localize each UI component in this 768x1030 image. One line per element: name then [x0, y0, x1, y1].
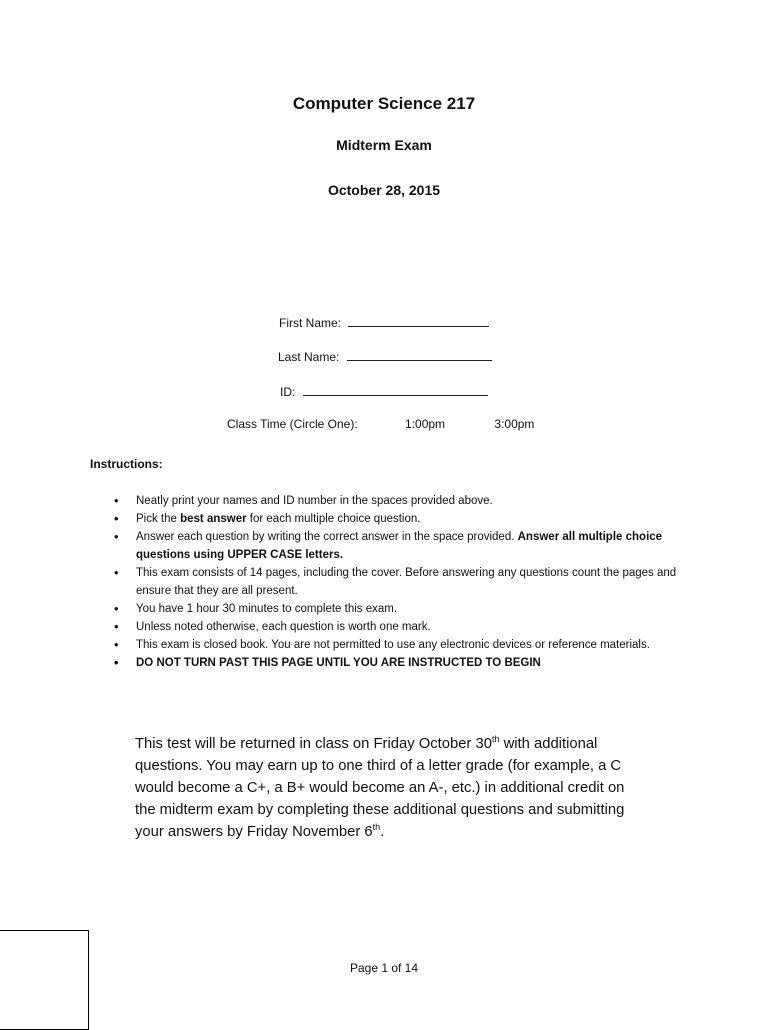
first-name-row [279, 314, 489, 330]
instruction-item [136, 600, 684, 618]
instruction-item-2-text: Pick the [136, 513, 181, 525]
extra-credit-notice [135, 733, 645, 843]
notice-text-2: with additional questions. You may earn up to one third of a letter grade (for example, a C would become a C+, a B+ would become an A-, etc.) in additional credit on the midterm exam by completing these additional questions and submitting your answers by Friday November 6 [135, 736, 625, 840]
instructions-list [136, 492, 684, 672]
notice-text-3: . [380, 824, 385, 840]
last-name-label: Last Name: [278, 350, 340, 364]
instruction-item [136, 510, 684, 528]
instruction-item [136, 528, 684, 564]
instruction-item-7-text: This exam is closed book. You are not permitted to use any electronic devices or reference materials. [136, 639, 650, 651]
instruction-item-2-bold: best answer [180, 513, 247, 525]
instruction-item [136, 654, 684, 672]
instruction-item-4-text: This exam consists of 14 pages, including the cover. Before answering any questions count the pages and ensure that they are all present. [136, 567, 677, 597]
page-number: Page 1 of 14 [349, 961, 419, 975]
instruction-item-1-text: Neatly print your names and ID number in the spaces provided above. [136, 495, 493, 507]
instruction-item [136, 564, 684, 600]
class-time-option-3pm[interactable]: 3:00pm [494, 417, 535, 431]
first-name-label: First Name: [279, 316, 342, 330]
exam-name: Midterm Exam [336, 137, 432, 153]
class-time-option-1pm[interactable]: 1:00pm [405, 417, 446, 431]
class-time-label: Class Time (Circle One): [227, 417, 358, 431]
instruction-item [136, 618, 684, 636]
id-row [280, 383, 488, 399]
instruction-item-6-text: Unless noted otherwise, each question is worth one mark. [136, 621, 431, 633]
instruction-item-3-bold: Answer all multiple choice questions using UPPER CASE letters. [136, 531, 663, 561]
class-time-row [227, 417, 534, 431]
instructions-heading: Instructions: [90, 457, 163, 471]
instruction-item-2-text-end: for each multiple choice question. [246, 513, 421, 525]
id-label: ID: [280, 385, 296, 399]
instruction-item-5-text: You have 1 hour 30 minutes to complete this exam. [136, 603, 398, 615]
id-blank[interactable] [303, 383, 488, 396]
notice-sup-1: th [491, 734, 500, 745]
course-title: Computer Science 217 [292, 94, 476, 113]
instruction-item [136, 492, 684, 510]
instruction-item-3-text: Answer each question by writing the correct answer in the space provided. [136, 531, 518, 543]
instruction-item [136, 636, 684, 654]
notice-sup-2: th [372, 822, 381, 833]
notice-text-1: This test will be returned in class on Friday October 30 [135, 736, 492, 752]
instruction-item-8-text: DO NOT TURN PAST THIS PAGE UNTIL YOU ARE INSTRUCTED TO BEGIN [136, 657, 541, 669]
last-name-blank[interactable] [347, 348, 492, 361]
first-name-blank[interactable] [348, 314, 489, 327]
last-name-row [278, 348, 492, 364]
exam-date: October 28, 2015 [327, 182, 441, 198]
score-box [0, 930, 89, 1030]
